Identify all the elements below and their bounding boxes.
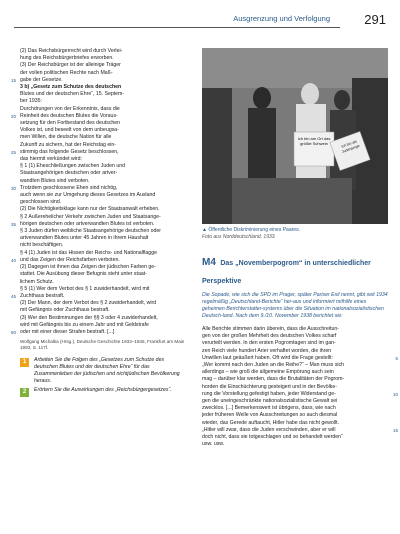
line-text: 3 b) „Gesetz zum Schutze des deutschen bbox=[20, 84, 122, 91]
line-text: (3) Der Reichsbürger ist der alleinige Träger bbox=[20, 62, 121, 69]
text-line bbox=[202, 390, 398, 398]
text-line bbox=[20, 178, 188, 185]
line-number: 50 bbox=[10, 329, 16, 335]
line-text: Trotzdem geschlossene Ehen sind nichtig, bbox=[20, 184, 118, 191]
header-rule bbox=[14, 27, 340, 28]
text-line bbox=[202, 348, 388, 355]
text-line bbox=[202, 405, 388, 412]
text-line bbox=[202, 333, 388, 340]
text-line bbox=[20, 134, 188, 141]
photo-caption bbox=[202, 227, 388, 240]
line-text: nicht beschäftigen. bbox=[20, 242, 64, 249]
line-text: Zuchthaus bestraft. bbox=[20, 292, 65, 299]
text-line bbox=[10, 292, 188, 300]
text-line bbox=[10, 76, 188, 84]
line-text: das hiermit verkündet wird: bbox=[20, 156, 82, 163]
line-text: wandten Blutes sind verboten. bbox=[20, 177, 90, 184]
line-text: zwecklos. [...] Bemerkenswert ist übrigens, dass, wie nach bbox=[202, 405, 336, 412]
text-line bbox=[20, 315, 188, 322]
text-line bbox=[202, 426, 398, 434]
line-text: hung des Reichsbürgerbriefes erworben. bbox=[20, 55, 114, 62]
line-number: 35 bbox=[10, 221, 16, 227]
text-line bbox=[202, 434, 388, 441]
text-line bbox=[20, 70, 188, 77]
line-number: 40 bbox=[10, 257, 16, 263]
line-text: jeder früheren Welle von Ausschreitungen so auch diesmal bbox=[202, 412, 338, 419]
line-text: (2) Der Mann, der dem Verbot des § 2 zuwiderhandelt, wird bbox=[20, 300, 157, 307]
line-text: lichem Schutz. bbox=[20, 278, 54, 285]
task-list bbox=[20, 357, 188, 394]
line-text: men Willen, die deutsche Nation für alle bbox=[20, 134, 112, 141]
text-line bbox=[202, 398, 388, 405]
caption-credit: Foto aus Norddeutschland, 1933. bbox=[202, 233, 276, 240]
line-number: 20 bbox=[10, 113, 16, 119]
chapter-title: Ausgrenzung und Verfolgung bbox=[233, 14, 330, 23]
line-text: „Hitler will zwar, dass die Juden verschwinden, aber er will bbox=[202, 426, 336, 433]
line-text: (2) Dagegen ist ihnen das Zeigen der jüdischen Farben ge- bbox=[20, 264, 156, 271]
line-text: Unwillen laut geäußert haben. Oft wird die Frage gestellt: bbox=[202, 354, 333, 361]
text-line bbox=[20, 199, 188, 206]
text-line bbox=[20, 228, 188, 235]
line-number: 45 bbox=[10, 293, 16, 299]
line-text: stimmig das folgende Gesetz beschlossen, bbox=[20, 148, 119, 155]
text-line bbox=[202, 412, 388, 419]
text-line bbox=[202, 354, 398, 362]
text-line bbox=[20, 271, 188, 278]
line-text: oder mit einer dieser Strafen bestraft. [...] bbox=[20, 328, 115, 335]
text-line bbox=[20, 192, 188, 199]
line-text: gen die uneingeschränkte nationalsozialistische Gewalt sei bbox=[202, 398, 338, 405]
line-text: ber 1935: bbox=[20, 98, 42, 105]
text-line bbox=[202, 376, 388, 383]
text-line bbox=[20, 55, 188, 62]
task-text: Erörtern Sie die Auswirkungen des „Reichsbürgergesetzes“. bbox=[34, 387, 172, 394]
line-text: auch wenn sie zur Umgehung dieses Gesetzes im Ausland bbox=[20, 192, 156, 199]
line-text: Durchdrungen von der Erkenntnis, dass die bbox=[20, 105, 120, 112]
line-text: (2) Die Nichtigkeitsklage kann nur der Staatsanwalt erheben. bbox=[20, 206, 160, 213]
line-text: § 4 (1) Juden ist das Hissen der Reichs- und Nationalflagge bbox=[20, 249, 157, 256]
sign-text-2: Ich bin als Judenjunge bbox=[340, 139, 361, 154]
text-line bbox=[20, 106, 188, 113]
page-header bbox=[0, 0, 400, 34]
line-number: 15 bbox=[10, 77, 16, 83]
text-line bbox=[20, 264, 188, 271]
text-line bbox=[20, 156, 188, 163]
text-line bbox=[20, 206, 188, 213]
line-number: 10 bbox=[392, 391, 398, 397]
text-line bbox=[20, 48, 188, 55]
text-line bbox=[10, 220, 188, 228]
task-item bbox=[20, 387, 188, 394]
line-text: artverwandten Blutes unter 45 Jahren in ihrem Haushalt bbox=[20, 235, 149, 242]
line-text: verurteilt werden. In den ersten Pogromtagen sind im gan- bbox=[202, 340, 336, 347]
left-column bbox=[10, 48, 188, 396]
m4-heading bbox=[202, 252, 388, 288]
text-line bbox=[10, 148, 188, 156]
text-line bbox=[20, 127, 188, 134]
line-text: setzung für den Fortbestand des deutschen bbox=[20, 120, 121, 127]
line-text: wird mit Gefängnis bis zu einem Jahr und mit Geldstrafe bbox=[20, 321, 149, 328]
source-citation: Wolfgang Michalka (Hrsg.), Deutsche Geschichte 1933–1945, Frankfurt am Main 1993, S. 117f. bbox=[20, 339, 185, 351]
task-number-badge: 1 bbox=[20, 358, 29, 367]
text-line bbox=[20, 91, 188, 98]
line-text: usw. usw. bbox=[202, 441, 225, 448]
text-line bbox=[10, 256, 188, 264]
line-text: der vollen politischen Rechte nach Maß- bbox=[20, 69, 113, 76]
line-text: mit Gefängnis oder Zuchthaus bestraft. bbox=[20, 307, 110, 314]
historical-photo bbox=[202, 48, 388, 224]
right-column bbox=[202, 48, 398, 448]
text-line bbox=[20, 279, 188, 286]
task-number-badge: 2 bbox=[20, 388, 29, 397]
text-line bbox=[202, 384, 388, 391]
line-text: gen von der großen Mehrheit des deutschen Volkes scharf bbox=[202, 333, 337, 340]
line-text: rung die Vorstellung gefestigt haben, jeder Widerstand ge- bbox=[202, 390, 336, 397]
line-text: § 1 (1) Eheschließungen zwischen Juden und bbox=[20, 163, 125, 170]
line-text: Staatsangehörigen deutschen oder artver- bbox=[20, 170, 118, 177]
line-number: 30 bbox=[10, 185, 16, 191]
photo-image bbox=[202, 48, 388, 224]
text-line bbox=[20, 163, 188, 170]
line-text: doch nicht, dass sie totgeschlagen und so behandelt werden“ bbox=[202, 434, 343, 441]
line-text: (3) Wer den Bestimmungen der §§ 3 oder 4 zuwiderhandelt, bbox=[20, 314, 158, 321]
line-text: (2) Das Reichsbürgerrecht wird durch Verlei- bbox=[20, 48, 123, 54]
text-line bbox=[20, 286, 188, 293]
text-line bbox=[20, 98, 188, 105]
sign-text-1: Ich bin am Ort das größte Schwein bbox=[297, 136, 331, 146]
line-number: 5 bbox=[395, 355, 398, 361]
line-text: allerdings – wie groß die allgemeine Empörung auch sein bbox=[202, 369, 334, 376]
task-item bbox=[20, 357, 188, 385]
m4-intro: Die Sopade, wie sich die SPD im Prager, später Pariser Exil nennt, gibt seit 1934 regelmäßig „Deutschland-Berichte“ her-aus und informiert mithilfe eines geheimen Berichterstatter-systems über die Situation im nationalsozialistischen Deutsch-land. Nach dem 9./10. November 1938 berichtet sie: bbox=[202, 292, 388, 319]
line-text: mag – darüber klar werden, dass die Brutalitäten der Pogrom- bbox=[202, 376, 345, 383]
line-text: stattet. Die Ausübung dieser Befugnis steht unter staat- bbox=[20, 271, 147, 278]
text-line bbox=[10, 328, 188, 336]
text-line bbox=[202, 362, 388, 369]
line-number: 15 bbox=[392, 427, 398, 433]
line-text: hörigen deutschen oder artverwandten Blutes ist verboten. bbox=[20, 220, 155, 227]
text-line bbox=[20, 300, 188, 307]
text-line bbox=[20, 84, 188, 91]
page-number: 291 bbox=[364, 12, 386, 27]
text-line bbox=[20, 250, 188, 257]
text-line bbox=[20, 170, 188, 177]
text-line bbox=[202, 340, 388, 347]
line-text: Alle Berichte stimmen darin überein, dass die Ausschreitun- bbox=[202, 326, 339, 332]
m4-title: Das „Novemberpogrom“ in unterschiedlicher Perspektive bbox=[202, 260, 371, 285]
text-line bbox=[202, 441, 388, 448]
text-line bbox=[20, 307, 188, 314]
text-line bbox=[202, 420, 388, 427]
text-line bbox=[20, 214, 188, 221]
line-text: Blutes und der deutschen Ehre“, 15. Septem- bbox=[20, 91, 125, 98]
text-line bbox=[20, 235, 188, 242]
text-line bbox=[20, 142, 188, 149]
line-text: Zukunft zu sichern, hat der Reichstag ein- bbox=[20, 141, 117, 148]
line-text: wieder, das Gerede auftaucht, Hitler habe das nicht gewollt. bbox=[202, 419, 339, 426]
line-text: und das Zeigen der Reichsfarben verboten. bbox=[20, 256, 120, 263]
text-line bbox=[20, 242, 188, 249]
text-line bbox=[10, 184, 188, 192]
text-line bbox=[20, 62, 188, 69]
line-text: „Wer kommt nach den Juden an die Reihe?“ – Man muss sich bbox=[202, 362, 345, 369]
line-text: zen Reich viele hundert Arier verhaftet worden, die ihren bbox=[202, 347, 332, 354]
text-line bbox=[202, 326, 388, 333]
text-line bbox=[202, 369, 388, 376]
text-line bbox=[10, 112, 188, 120]
m4-label: M4 bbox=[202, 257, 216, 268]
law-text bbox=[10, 48, 188, 336]
line-text: horden die Einschüchterung gesteigert und in der Bevölke- bbox=[202, 383, 337, 390]
line-text: § 3 Juden dürfen weibliche Staatsangehörige deutschen oder bbox=[20, 228, 162, 235]
m4-report-text bbox=[202, 326, 398, 448]
task-text: Arbeiten Sie die Folgen des „Gesetzes zum Schutze des deutschen Blutes und der deutschen Ehre“ für das Zusammenleben der jüdischen und nichtjüdischen Bevölkerung heraus. bbox=[34, 357, 180, 385]
line-text: geschlossen sind. bbox=[20, 199, 62, 206]
line-text: Reinheit des deutschen Blutes die Voraus- bbox=[20, 112, 118, 119]
line-text: § 5 (1) Wer dem Verbot des § 1 zuwiderhandelt, wird mit bbox=[20, 285, 150, 292]
caption-text: ▲ Öffentliche Diskriminierung eines Paares. bbox=[202, 227, 300, 233]
text-line bbox=[20, 322, 188, 329]
line-text: Volkes ist, und beseelt von dem unbeugsa- bbox=[20, 127, 119, 134]
line-text: § 2 Außerehelicher Verkehr zwischen Juden und Staatsange- bbox=[20, 213, 161, 220]
text-line bbox=[20, 120, 188, 127]
line-number: 25 bbox=[10, 149, 16, 155]
line-text: gabe der Gesetze. bbox=[20, 76, 63, 83]
